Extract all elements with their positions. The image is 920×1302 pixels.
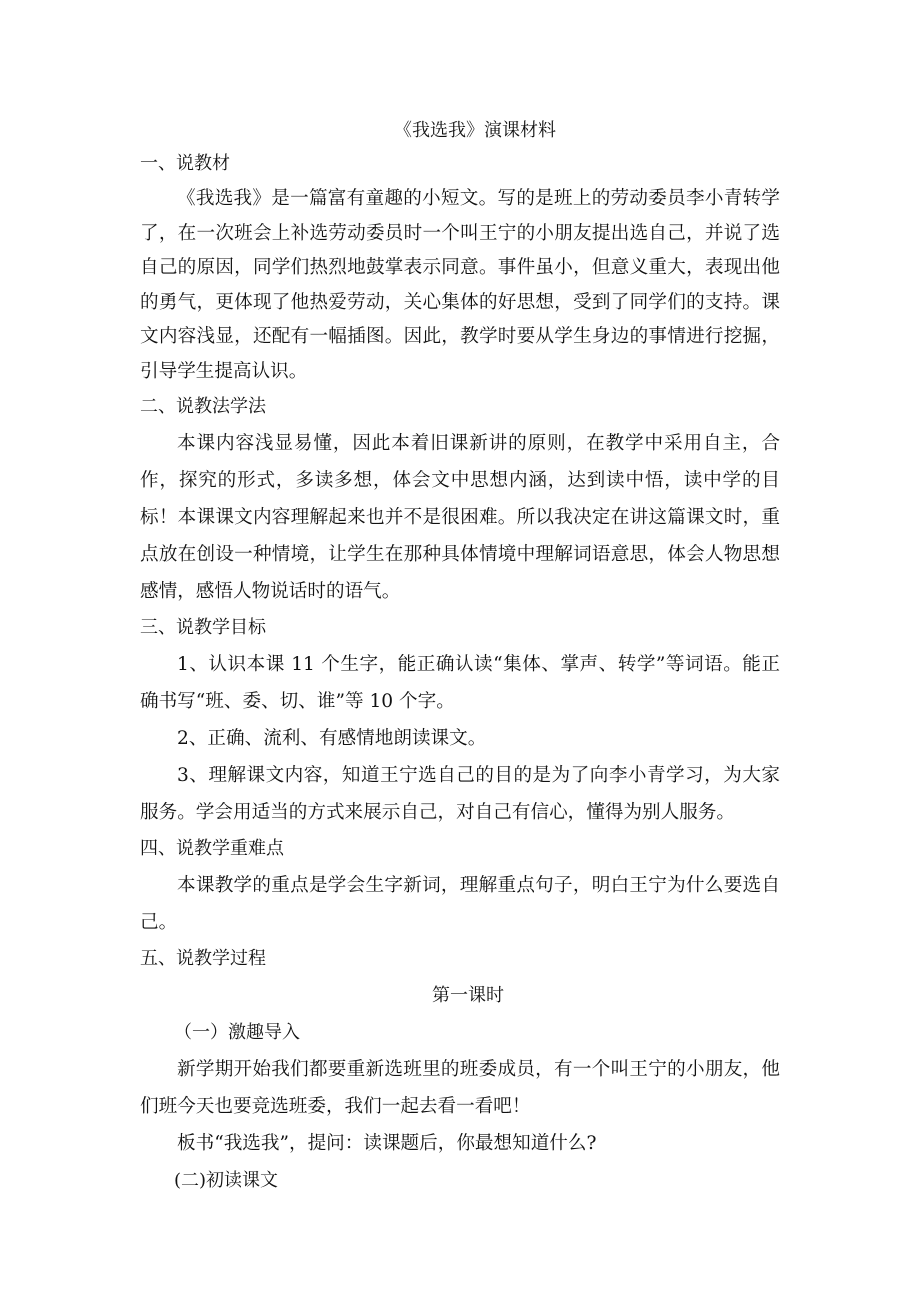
section-2-paragraph: 本课内容浅显易懂，因此本着旧课新讲的原则，在教学中采用自主，合作，探究的形式，多读多想，体会文中思想内涵，达到读中悟，读中学的目标！本课课文内容理解起来也并不是很困难。所以我决定在讲这篇课文时，重点放在创设一种情境，让学生在那种具体情境中理解词语意思，体会人物思想感情，感悟人物说话时的语气。 (140, 433, 780, 602)
document-body (140, 116, 780, 1199)
subheading-first-reading: (二)初读课文 (174, 1170, 279, 1191)
intro-paragraph: 新学期开始我们都要重新选班里的班委成员，有一个叫王宁的小朋友，他们班今天也要竞选班委，我们一起去看一看吧！ (140, 1059, 780, 1117)
objective-1: 1、认识本课 11 个生字，能正确认读“集体、掌声、转学”等词语。能正确书写“班、委、切、谁”等 10 个字。 (140, 654, 780, 712)
subheading-intro: （一）激趣导入 (174, 1022, 300, 1043)
lesson-title: 第一课时 (432, 985, 504, 1006)
section-1-paragraph: 《我选我》是一篇富有童趣的小短文。写的是班上的劳动委员李小青转学了，在一次班会上补选劳动委员时一个叫王宁的小朋友提出选自己，并说了选自己的原因，同学们热烈地鼓掌表示同意。事件虽小，但意义重大，表现出他的勇气，更体现了他热爱劳动，关心集体的好思想，受到了同学们的支持。课文内容浅显，还配有一幅插图。因此，教学时要从学生身边的事情进行挖掘，引导学生提高认识。 (140, 188, 780, 382)
section-heading-1: 一、说教材 (140, 153, 230, 174)
board-question-paragraph: 板书“我选我”，提问：读课题后，你最想知道什么? (177, 1133, 597, 1154)
section-heading-4: 四、说教学重难点 (140, 838, 284, 859)
objective-2: 2、正确、流利、有感情地朗读课文。 (177, 728, 487, 749)
document-title: 《我选我》演课材料 (394, 120, 556, 141)
section-heading-3: 三、说教学目标 (140, 617, 266, 638)
section-heading-2: 二、说教法学法 (140, 396, 266, 417)
section-heading-5: 五、说教学过程 (140, 948, 266, 969)
objective-3: 3、理解课文内容，知道王宁选自己的目的是为了向李小青学习，为大家服务。学会用适当的方式来展示自己，对自己有信心，懂得为别人服务。 (140, 765, 780, 823)
section-4-paragraph: 本课教学的重点是学会生字新词，理解重点句子，明白王宁为什么要选自己。 (140, 875, 780, 933)
